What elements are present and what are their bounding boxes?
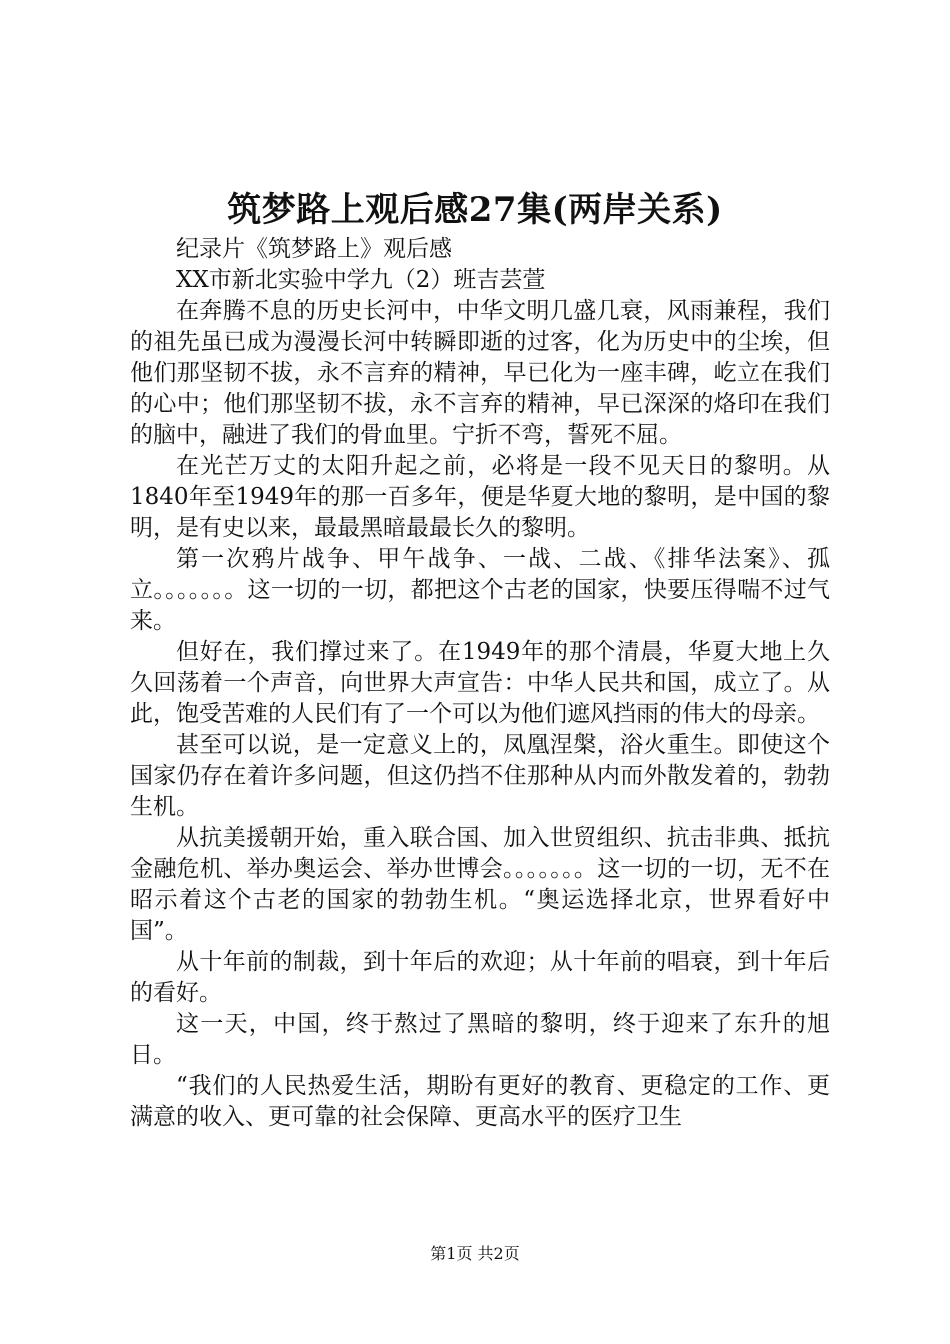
paragraph: 在奔腾不息的历史长河中，中华文明几盛几衰，风雨兼程，我们的祖先虽已成为漫漫长河中转瞬即逝的过客，化为历史中的尘埃，但他们那坚韧不拔，永不言弃的精神，早已化为一座丰碑，屹立在我们的心中；他们那坚韧不拔，永不言弃的精神，早已深深的烙印在我们的脑中，融进了我们的骨血里。宁折不弯，誓死不屈。: [130, 298, 830, 448]
paragraph: 这一天，中国，终于熬过了黑暗的黎明，终于迎来了东升的旭日。: [130, 1011, 830, 1068]
paragraph-subtitle: 纪录片《筑梦路上》观后感: [176, 236, 452, 262]
page-number-footer: 第1页 共2页: [430, 1244, 520, 1263]
paragraph: 甚至可以说，是一定意义上的，凤凰涅槃，浴火重生。即使这个国家仍存在着许多问题，但这仍挡不住那种从内而外散发着的，勃勃生机。: [130, 732, 830, 820]
paragraph: “我们的人民热爱生活，期盼有更好的教育、更稳定的工作、更满意的收入、更可靠的社会保障、更高水平的医疗卫生: [130, 1073, 830, 1130]
paragraph: 在光芒万丈的太阳升起之前，必将是一段不见天日的黎明。从1840年至1949年的那一百多年，便是华夏大地的黎明，是中国的黎明，是有史以来，最最黑暗最最长久的黎明。: [130, 453, 830, 541]
paragraph: 从抗美援朝开始，重入联合国、加入世贸组织、抗击非典、抵抗金融危机、举办奥运会、举办世博会。。。。。。。这一切的一切，无不在昭示着这个古老的国家的勃勃生机。“奥运选择北京，世界看好中国”。: [130, 825, 830, 944]
document-title: 筑梦路上观后感27集(两岸关系): [227, 190, 723, 230]
paragraph-author: XX市新北实验中学九（2）班吉芸萱: [176, 267, 546, 293]
paragraph: 从十年前的制裁，到十年后的欢迎；从十年前的唱衰，到十年后的看好。: [130, 949, 830, 1006]
paragraph: 第一次鸦片战争、甲午战争、一战、二战、《排华法案》、孤立。。。。。。。这一切的一切，都把这个古老的国家，快要压得喘不过气来。: [130, 546, 830, 634]
document-body: [130, 234, 830, 1133]
paragraph: 但好在，我们撑过来了。在1949年的那个清晨，华夏大地上久久回荡着一个声音，向世界大声宣告：中华人民共和国，成立了。从此，饱受苦难的人民们有了一个可以为他们遮风挡雨的伟大的母亲。: [130, 639, 830, 727]
